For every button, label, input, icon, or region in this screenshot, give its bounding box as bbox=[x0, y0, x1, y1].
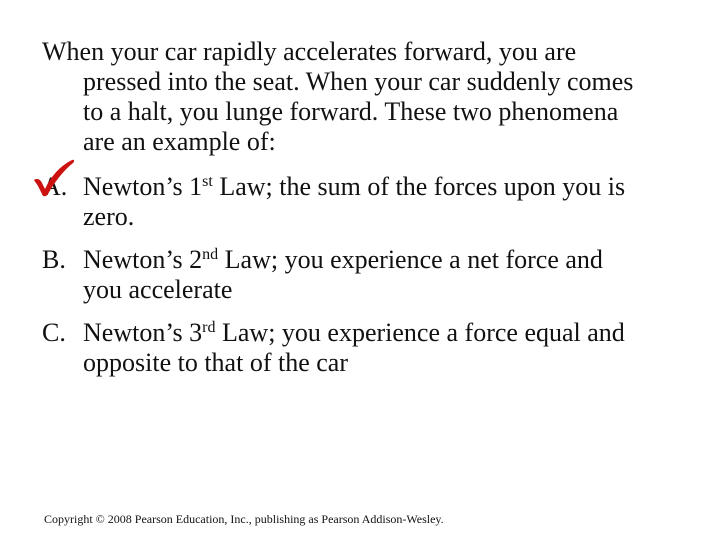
question-text bbox=[42, 37, 702, 157]
option-line bbox=[42, 318, 702, 348]
question-line: When your car rapidly accelerates forward, you are bbox=[42, 37, 577, 66]
option-law-prefix: Newton’s 2 bbox=[83, 245, 203, 274]
option-ordinal: st bbox=[202, 173, 213, 190]
option-text: Law; the sum of the forces upon you is bbox=[212, 172, 626, 201]
option-text: Law; you experience a force equal and bbox=[215, 318, 625, 347]
option-line-continued: opposite to that of the car bbox=[83, 348, 348, 377]
option-line-continued: zero. bbox=[83, 202, 135, 231]
option-text: Law; you experience a net force and bbox=[218, 245, 603, 274]
option-letter: B. bbox=[42, 245, 66, 274]
option-line bbox=[42, 245, 702, 275]
option-law-prefix: Newton’s 1 bbox=[83, 172, 203, 201]
answer-option-b bbox=[42, 245, 702, 305]
answer-option-c bbox=[42, 318, 702, 378]
question-line: pressed into the seat. When your car suddenly comes bbox=[83, 67, 634, 96]
question-line: to a halt, you lunge forward. These two phenomena bbox=[83, 97, 619, 126]
copyright-footer: Copyright © 2008 Pearson Education, Inc., publishing as Pearson Addison-Wesley. bbox=[44, 512, 444, 526]
option-line bbox=[42, 172, 702, 202]
option-law-prefix: Newton’s 3 bbox=[83, 318, 203, 347]
checkmark-icon bbox=[30, 158, 76, 198]
question-line: are an example of: bbox=[83, 127, 276, 156]
option-line-continued: you accelerate bbox=[83, 275, 233, 304]
option-letter: A. bbox=[42, 172, 68, 201]
answer-option-a bbox=[42, 172, 702, 232]
option-letter: C. bbox=[42, 318, 66, 347]
option-ordinal: rd bbox=[202, 319, 216, 336]
option-ordinal: nd bbox=[202, 246, 219, 263]
